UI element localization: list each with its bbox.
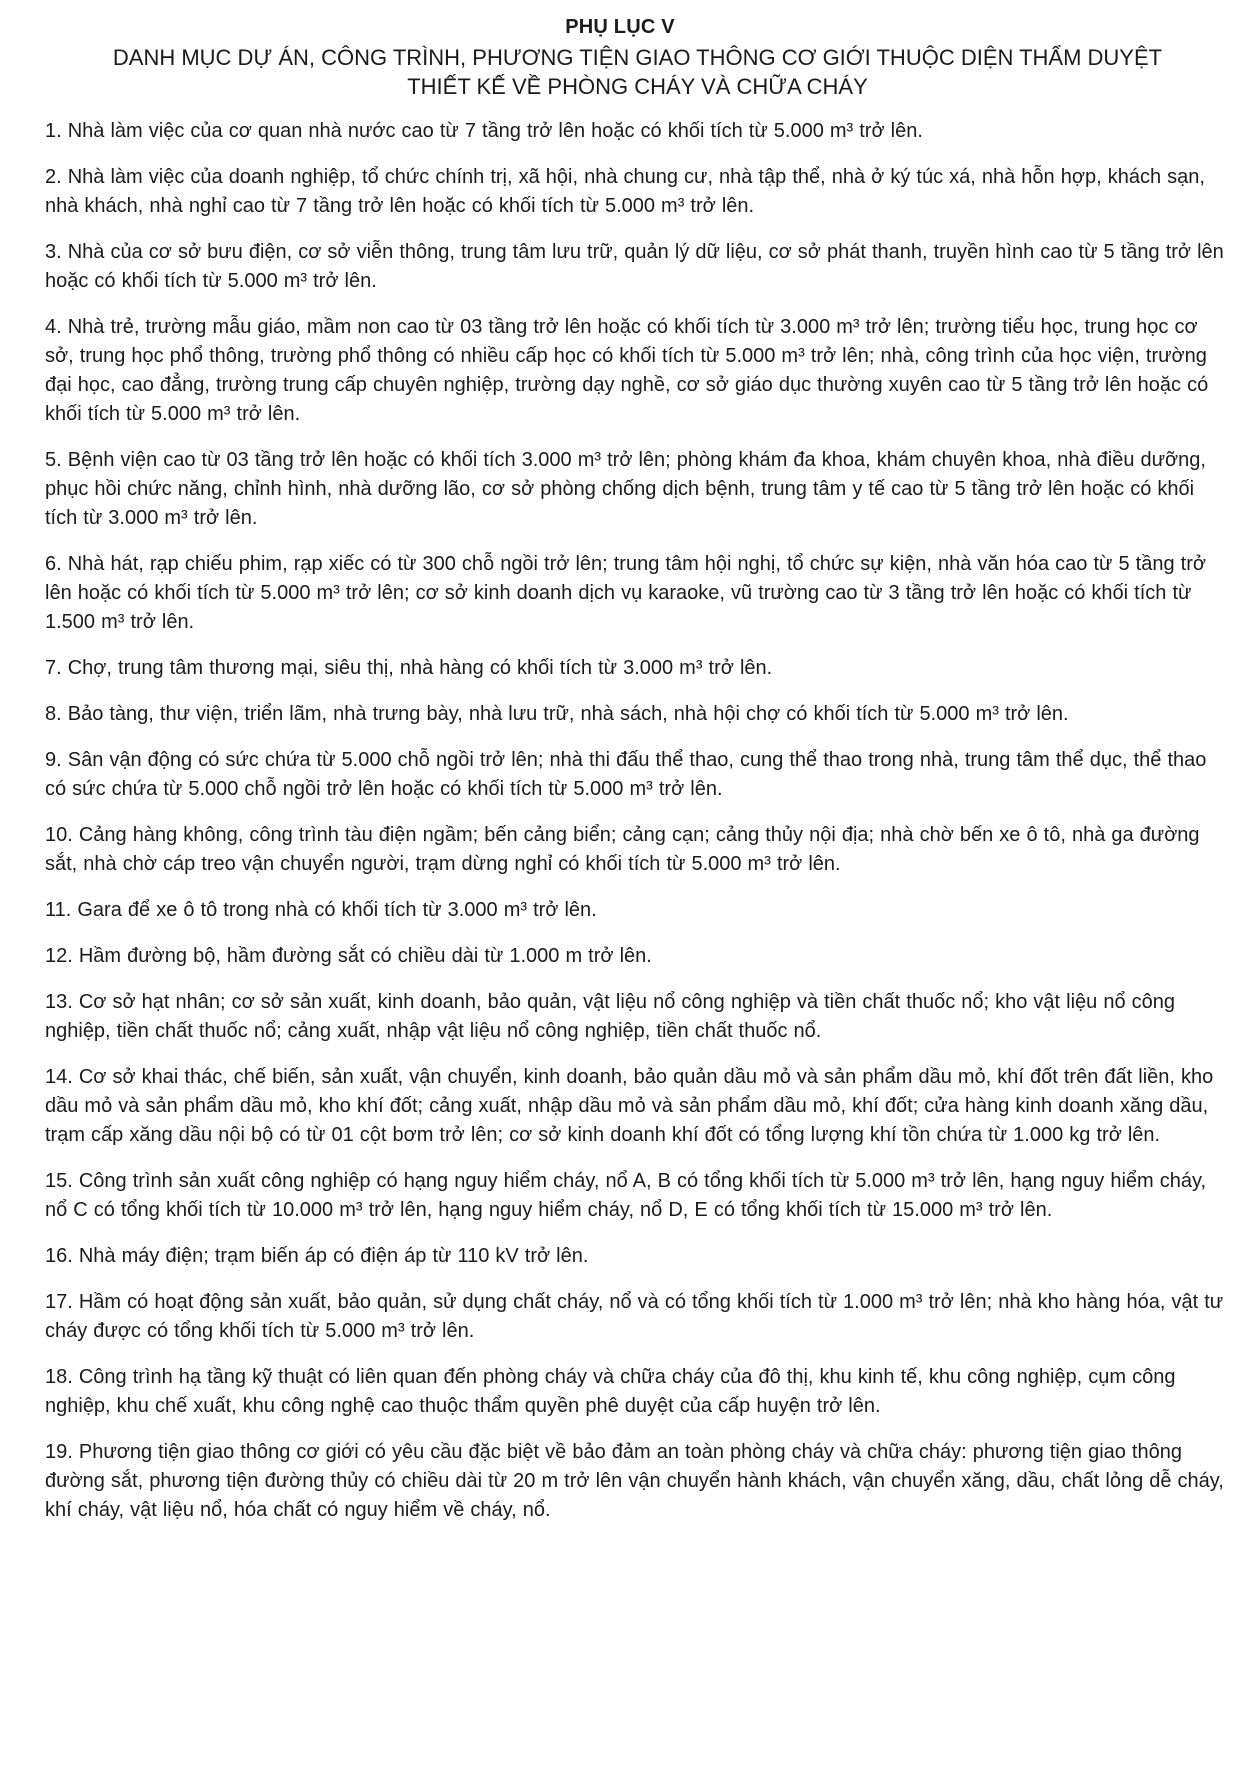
item-13: 13. Cơ sở hạt nhân; cơ sở sản xuất, kinh doanh, bảo quản, vật liệu nổ công nghiệp và tiền chất thuốc nổ; kho vật liệu nổ công nghiệp, tiền chất thuốc nổ; cảng xuất, nhập vật liệu nổ công nghiệp, tiền chất thuốc nổ. (45, 991, 1176, 1042)
item-6: 6. Nhà hát, rạp chiếu phim, rạp xiếc có từ 300 chỗ ngồi trở lên; trung tâm hội nghị, tổ chức sự kiện, nhà văn hóa cao từ 5 tầng trở lên hoặc có khối tích từ 5.000 m³ trở lên; cơ sở kinh doanh dịch vụ karaoke, vũ trường cao từ 3 tầng trở lên hoặc có khối tích từ 1.500 m³ trở lên. (45, 553, 1206, 633)
item-14: 14. Cơ sở khai thác, chế biến, sản xuất, vận chuyển, kinh doanh, bảo quản dầu mỏ và sản phẩm dầu mỏ, khí đốt trên đất liền, kho dầu mỏ và sản phẩm dầu mỏ, kho khí đốt; cảng xuất, nhập dầu mỏ và sản phẩm dầu mỏ, khí đốt; cửa hàng kinh doanh xăng dầu, trạm cấp xăng dầu nội bộ có từ 01 cột bơm trở lên; cơ sở kinh doanh khí đốt có tổng lượng khí tồn chứa từ 1.000 kg trở lên. (45, 1066, 1214, 1146)
item-19: 19. Phương tiện giao thông cơ giới có yêu cầu đặc biệt về bảo đảm an toàn phòng cháy và chữa cháy: phương tiện giao thông đường sắt, phương tiện đường thủy có chiều dài từ 20 m trở lên vận chuyển hành khách, vận chuyển xăng, dầu, chất lỏng dễ cháy, khí cháy, vật liệu nổ, hóa chất có nguy hiểm về cháy, nổ. (45, 1441, 1224, 1521)
item-17: 17. Hầm có hoạt động sản xuất, bảo quản, sử dụng chất cháy, nổ và có tổng khối tích từ 1.000 m³ trở lên; nhà kho hàng hóa, vật tư cháy được có tổng khối tích từ 5.000 m³ trở lên. (45, 1291, 1224, 1342)
item-5: 5. Bệnh viện cao từ 03 tầng trở lên hoặc có khối tích 3.000 m³ trở lên; phòng khám đa khoa, khám chuyên khoa, nhà điều dưỡng, phục hồi chức năng, chỉnh hình, nhà dưỡng lão, cơ sở phòng chống dịch bệnh, trung tâm y tế cao từ 5 tầng trở lên hoặc có khối tích từ 3.000 m³ trở lên. (45, 449, 1206, 529)
item-18: 18. Công trình hạ tầng kỹ thuật có liên quan đến phòng cháy và chữa cháy của đô thị, khu kinh tế, khu công nghiệp, cụm công nghiệp, khu chế xuất, khu công nghệ cao thuộc thẩm quyền phê duyệt của cấp huyện trở lên. (45, 1366, 1176, 1417)
item-1: 1. Nhà làm việc của cơ quan nhà nước cao từ 7 tầng trở lên hoặc có khối tích từ 5.000 m³ trở lên. (45, 120, 923, 142)
item-12: 12. Hầm đường bộ, hầm đường sắt có chiều dài từ 1.000 m trở lên. (45, 945, 652, 967)
appendix-title: PHỤ LỤC V (565, 16, 675, 38)
item-7: 7. Chợ, trung tâm thương mại, siêu thị, nhà hàng có khối tích từ 3.000 m³ trở lên. (45, 657, 773, 679)
item-15: 15. Công trình sản xuất công nghiệp có hạng nguy hiểm cháy, nổ A, B có tổng khối tích từ 5.000 m³ trở lên, hạng nguy hiểm cháy, nổ C có tổng khối tích từ 10.000 m³ trở lên, hạng nguy hiểm cháy, nổ D, E có tổng khối tích từ 15.000 m³ trở lên. (45, 1170, 1207, 1221)
item-2: 2. Nhà làm việc của doanh nghiệp, tổ chức chính trị, xã hội, nhà chung cư, nhà tập thể, nhà ở ký túc xá, nhà hỗn hợp, khách sạn, nhà khách, nhà nghỉ cao từ 7 tầng trở lên hoặc có khối tích từ 5.000 m³ trở lên. (45, 166, 1205, 217)
item-16: 16. Nhà máy điện; trạm biến áp có điện áp từ 110 kV trở lên. (45, 1245, 589, 1267)
item-4: 4. Nhà trẻ, trường mẫu giáo, mầm non cao từ 03 tầng trở lên hoặc có khối tích từ 3.000 m³ trở lên; trường tiểu học, trung học cơ sở, trung học phổ thông, trường phổ thông có nhiều cấp học có khối tích từ 5.000 m³ trở lên; nhà, công trình của học viện, trường đại học, cao đẳng, trường trung cấp chuyên nghiệp, trường dạy nghề, cơ sở giáo dục thường xuyên cao từ 5 tầng trở lên hoặc có khối tích từ 5.000 m³ trở lên. (45, 316, 1209, 425)
document-heading: DANH MỤC DỰ ÁN, CÔNG TRÌNH, PHƯƠNG TIỆN GIAO THÔNG CƠ GIỚI THUỘC DIỆN THẨM DUYỆT THIẾT KẾ VỀ PHÒNG CHÁY VÀ CHỮA CHÁY (112, 45, 1163, 99)
item-8: 8. Bảo tàng, thư viện, triển lãm, nhà trưng bày, nhà lưu trữ, nhà sách, nhà hội chợ có khối tích từ 5.000 m³ trở lên. (45, 703, 1069, 725)
item-3: 3. Nhà của cơ sở bưu điện, cơ sở viễn thông, trung tâm lưu trữ, quản lý dữ liệu, cơ sở phát thanh, truyền hình cao từ 5 tầng trở lên hoặc có khối tích từ 5.000 m³ trở lên. (45, 241, 1224, 292)
item-11: 11. Gara để xe ô tô trong nhà có khối tích từ 3.000 m³ trở lên. (45, 899, 597, 921)
appendix-item-list (45, 117, 1230, 1525)
item-10: 10. Cảng hàng không, công trình tàu điện ngầm; bến cảng biển; cảng cạn; cảng thủy nội địa; nhà chờ bến xe ô tô, nhà ga đường sắt, nhà chờ cáp treo vận chuyển người, trạm dừng nghỉ có khối tích từ 5.000 m³ trở lên. (45, 824, 1200, 875)
item-9: 9. Sân vận động có sức chứa từ 5.000 chỗ ngồi trở lên; nhà thi đấu thể thao, cung thể thao trong nhà, trung tâm thể dục, thể thao có sức chứa từ 5.000 chỗ ngồi trở lên hoặc có khối tích từ 5.000 m³ trở lên. (45, 749, 1207, 800)
